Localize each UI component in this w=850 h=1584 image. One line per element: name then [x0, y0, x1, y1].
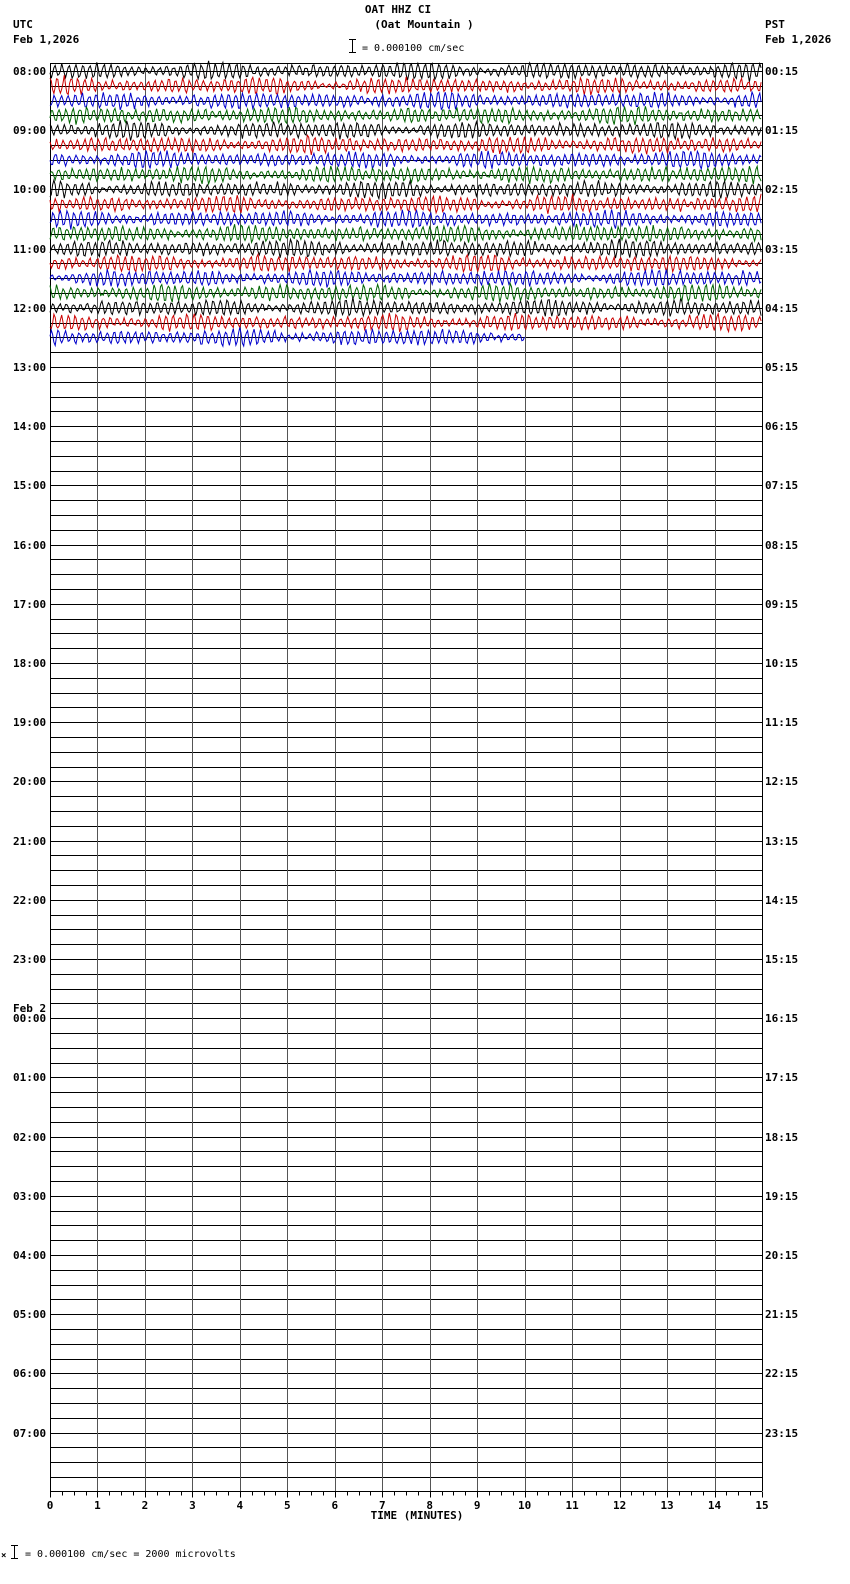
- x-tick-label: 10: [518, 1499, 532, 1512]
- utc-hour-label: 01:00: [13, 1071, 47, 1085]
- scale-text: = 0.000100 cm/sec: [362, 43, 465, 54]
- x-tick-label: 6: [331, 1499, 339, 1512]
- header-station: OAT HHZ CI: [364, 3, 432, 16]
- pst-hour-label: 02:15: [765, 183, 799, 197]
- utc-hour-label: 05:00: [13, 1308, 47, 1322]
- date-change-label: Feb 2: [13, 1002, 47, 1015]
- pst-hour-label: 18:15: [765, 1130, 799, 1144]
- header-left-tz: UTC: [13, 18, 33, 31]
- seismic-trace: [50, 224, 761, 243]
- utc-hour-label: 00:00: [13, 1012, 47, 1026]
- x-tick-label: 0: [46, 1499, 54, 1512]
- utc-hour-label: 16:00: [13, 538, 47, 552]
- pst-hour-label: 06:15: [765, 420, 799, 434]
- pst-hour-label: 01:15: [765, 124, 799, 138]
- header-right-date: Feb 1,2026: [765, 33, 832, 46]
- pst-hour-label: 05:15: [765, 361, 799, 374]
- utc-hour-label: 19:00: [13, 716, 47, 730]
- utc-hour-label: 08:00: [13, 65, 47, 78]
- utc-hour-label: 09:00: [13, 124, 47, 138]
- utc-hour-label: 23:00: [13, 953, 47, 966]
- pst-hour-label: 20:15: [765, 1249, 799, 1262]
- pst-hour-label: 16:15: [765, 1012, 799, 1026]
- x-tick-label: 11: [565, 1499, 579, 1512]
- utc-hour-label: 12:00: [13, 301, 47, 315]
- pst-hour-label: 21:15: [765, 1308, 799, 1322]
- pst-hour-label: 11:15: [765, 716, 799, 730]
- x-tick-label: 1: [94, 1499, 101, 1512]
- footer-scale-marker: ×: [1, 1551, 7, 1561]
- pst-hour-label: 07:15: [765, 479, 799, 493]
- x-tick-label: 5: [284, 1499, 291, 1512]
- footer-scale-bar-bottom: [11, 1558, 18, 1559]
- x-axis-label: TIME (MINUTES): [370, 1509, 464, 1522]
- utc-hour-label: 13:00: [13, 361, 47, 374]
- utc-hour-label: 02:00: [13, 1130, 47, 1144]
- utc-hour-label: 15:00: [13, 479, 47, 493]
- pst-hour-label: 23:15: [765, 1426, 799, 1440]
- seismic-trace: [50, 151, 761, 169]
- x-tick-label: 12: [612, 1499, 627, 1512]
- pst-hour-label: 14:15: [765, 893, 799, 907]
- utc-hour-label: 18:00: [13, 657, 47, 670]
- pst-hour-label: 09:15: [765, 597, 799, 611]
- footer-scale-note: = 0.000100 cm/sec = 2000 microvolts: [25, 1549, 236, 1560]
- pst-hour-label: 19:15: [765, 1189, 799, 1203]
- x-tick-label: 13: [660, 1499, 674, 1512]
- utc-hour-label: 03:00: [13, 1189, 47, 1203]
- pst-hour-label: 13:15: [765, 834, 799, 848]
- header-left-date: Feb 1,2026: [13, 33, 80, 46]
- header-location: (Oat Mountain ): [374, 18, 474, 31]
- x-tick-label: 7: [378, 1499, 386, 1512]
- utc-hour-label: 22:00: [13, 893, 47, 907]
- header-right-tz: PST: [765, 18, 785, 31]
- utc-hour-label: 11:00: [13, 242, 47, 256]
- seismic-trace: [50, 297, 761, 316]
- pst-hour-label: 08:15: [765, 538, 799, 552]
- seismic-trace: [50, 92, 761, 110]
- x-tick-label: 9: [473, 1499, 481, 1512]
- seismic-trace: [50, 194, 761, 214]
- utc-hour-label: 14:00: [13, 420, 47, 434]
- utc-hour-label: 21:00: [13, 834, 47, 848]
- utc-hour-label: 17:00: [13, 597, 47, 611]
- utc-hour-label: 07:00: [13, 1426, 47, 1440]
- footer-scale-bar-icon: [14, 1545, 15, 1559]
- x-tick-label: 4: [236, 1499, 244, 1512]
- pst-hour-label: 00:15: [765, 65, 799, 78]
- seismic-trace: [50, 313, 761, 332]
- x-tick-label: 15: [755, 1499, 769, 1512]
- utc-hour-label: 10:00: [13, 183, 47, 197]
- pst-hour-label: 10:15: [765, 657, 799, 670]
- utc-hour-label: 06:00: [13, 1367, 47, 1381]
- x-tick-label: 8: [426, 1499, 434, 1512]
- utc-hour-label: 20:00: [13, 775, 47, 789]
- pst-hour-label: 12:15: [765, 775, 799, 789]
- pst-hour-label: 04:15: [765, 301, 799, 315]
- x-tick-label: 3: [189, 1499, 196, 1512]
- seismic-trace: [50, 239, 761, 258]
- pst-hour-label: 17:15: [765, 1071, 799, 1085]
- x-tick-label: 14: [707, 1499, 722, 1512]
- pst-hour-label: 15:15: [765, 953, 799, 966]
- pst-hour-label: 03:15: [765, 242, 799, 256]
- seismic-trace: [50, 283, 761, 302]
- pst-hour-label: 22:15: [765, 1367, 799, 1381]
- utc-hour-label: 04:00: [13, 1249, 47, 1262]
- footer-scale-bar-top: [11, 1545, 18, 1546]
- x-tick-label: 2: [141, 1499, 149, 1512]
